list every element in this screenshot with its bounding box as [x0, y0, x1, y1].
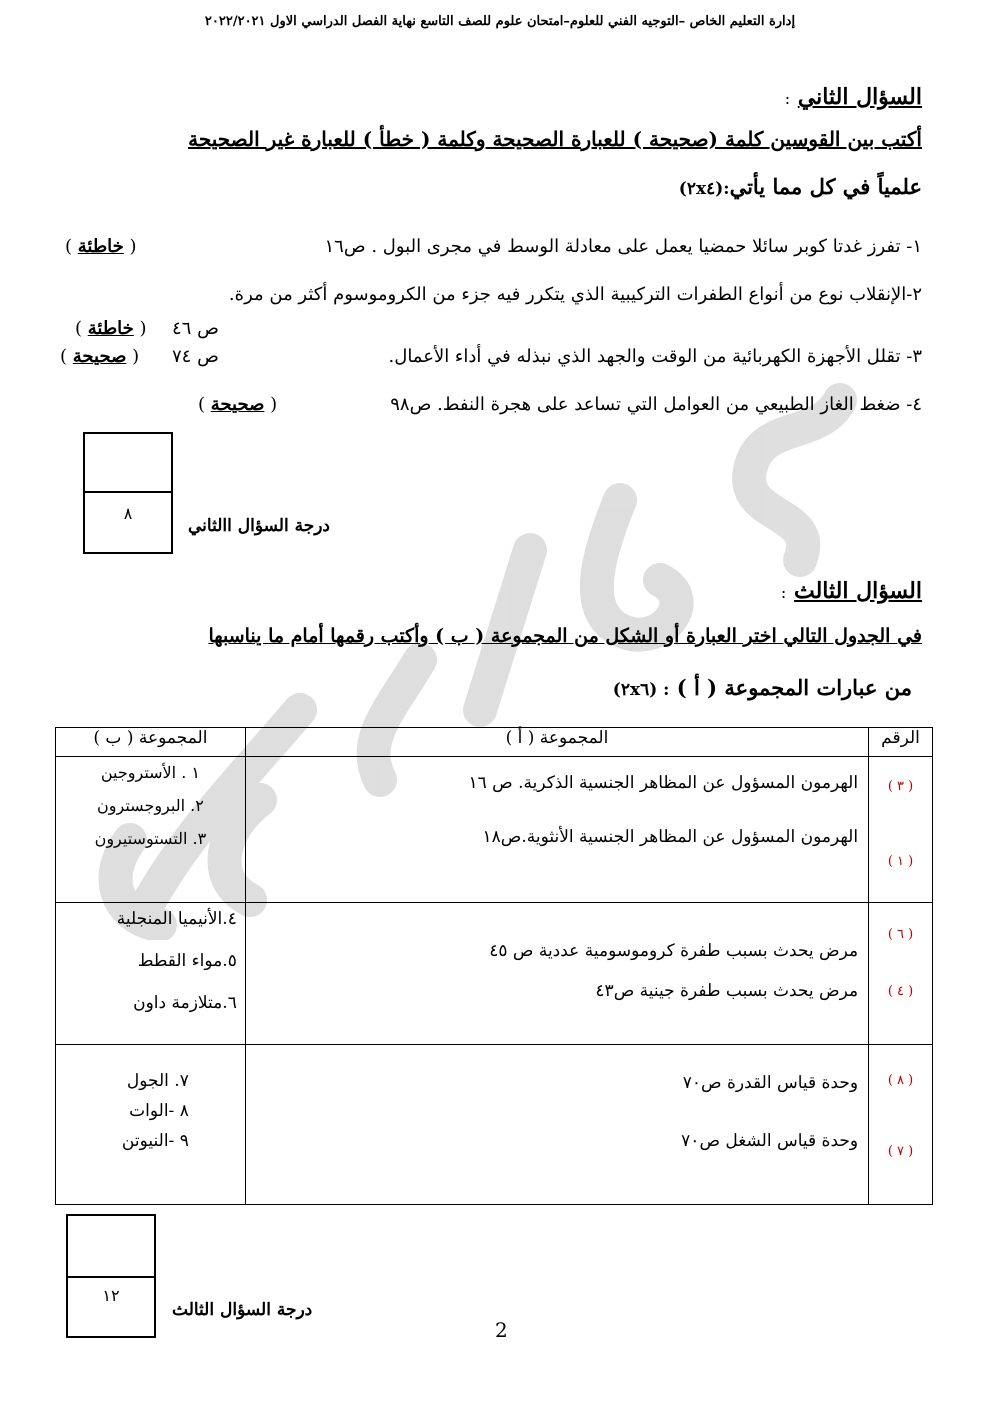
q2-item-3-answer: ( صحيحة ) — [60, 346, 140, 367]
q3-score-value: ١٢ — [102, 1286, 120, 1305]
q2-title-colon: : — [784, 89, 791, 108]
q2-item-2-text: ٢-الإنقلاب نوع من أنواع الطفرات التركيبية الذي يتكرر فيه جزء من الكروموسوم أكثر من مرة. — [228, 284, 922, 305]
row3-option-1: ٧. الجول — [126, 1071, 189, 1091]
q3-score-box — [66, 1214, 156, 1338]
q2-score-box — [83, 432, 173, 554]
q2-instruction-line2-a: علمياً في كل مما يأتي — [729, 174, 922, 199]
row3-answer-2: ( ٧ ) — [887, 1144, 914, 1159]
row1-option-1: ١ . الأستروجين — [100, 763, 200, 782]
q2-instruction-line2-b: :(٢x٤) — [678, 179, 730, 199]
q2-item-2-page: ص ٤٦ — [172, 318, 219, 339]
header-num: الرقم — [869, 728, 933, 757]
q3-title-text: السؤال الثالث — [793, 578, 922, 604]
row1-statement-2: الهرمون المسؤول عن المظاهر الجنسية الأنثوية.ص١٨ — [482, 827, 859, 847]
row2-answer-1: ( ٦ ) — [887, 927, 914, 942]
table-row — [56, 1045, 933, 1205]
row2-statement-1: مرض يحدث بسبب طفرة كروموسومية عددية ص ٤٥ — [489, 941, 859, 961]
row3-statement-2: وحدة قياس الشغل ص٧٠ — [681, 1131, 859, 1151]
row1-statement-1: الهرمون المسؤول عن المظاهر الجنسية الذكرية. ص ١٦ — [468, 773, 859, 793]
q2-item-2-answer: ( خاطئة ) — [75, 318, 147, 339]
row2-statement-2: مرض يحدث بسبب طفرة جينية ص٤٣ — [595, 981, 859, 1001]
q2-item-1-text: ١- تفرز غدتا كوبر سائلا حمضيا يعمل على معادلة الوسط في مجرى البول . ص١٦ — [324, 236, 922, 257]
row1-options — [56, 757, 246, 903]
row3-option-2: ٨ -الوات — [129, 1101, 189, 1121]
q2-item-3-page: ص ٧٤ — [172, 346, 219, 367]
q2-item-3-text: ٣- تقلل الأجهزة الكهربائية من الوقت والجهد الذي نبذله في أداء الأعمال. — [388, 346, 922, 367]
q3-title-colon: : — [780, 583, 787, 602]
row2-options — [56, 903, 246, 1045]
header-group-a: المجموعة ( أ ) — [245, 728, 868, 757]
row1-answer-1: ( ٣ ) — [887, 779, 914, 794]
row3-option-3: ٩ -النيوتن — [121, 1131, 189, 1151]
q3-score-label: درجة السؤال الثالث — [172, 1300, 313, 1320]
q2-instruction-line1: أكتب بين القوسين كلمة (صحيحة ) للعبارة الصحيحة وكلمة ( خطأ ) للعبارة غير الصحيحة — [188, 127, 922, 151]
row3-statements — [245, 1045, 868, 1205]
q2-instruction-line2 — [679, 174, 922, 199]
q3-title — [781, 578, 922, 604]
q2-score-value: ٨ — [123, 504, 133, 523]
row2-answers — [869, 903, 933, 1045]
page-header: إدارة التعليم الخاص –التوجيه الفني للعلوم–امتحان علوم للصف التاسع نهاية الفصل الدراسي الاول ٢٠٢٢/٢٠٢١ — [204, 14, 796, 29]
row3-answers — [869, 1045, 933, 1205]
q2-item-1 — [325, 236, 923, 257]
row3-answer-1: ( ٨ ) — [887, 1073, 914, 1088]
q2-item-4-text: ٤- ضغط الغاز الطبيعي من العوامل التي تساعد على هجرة النفط. ص٩٨ — [390, 394, 922, 415]
table-row — [56, 903, 933, 1045]
row3-options — [56, 1045, 246, 1205]
q2-item-4-answer: ( صحيحة ) — [198, 394, 278, 415]
table-header-row — [56, 728, 933, 757]
row1-statements — [245, 757, 868, 903]
row2-option-1: ٤.الأنيميا المنجلية — [116, 909, 237, 929]
matching-table — [55, 727, 933, 1205]
header-group-b: المجموعة ( ب ) — [56, 728, 246, 757]
q2-score-label: درجة السؤال االثاني — [188, 516, 331, 536]
q2-title — [785, 84, 922, 110]
row3-statement-1: وحدة قياس القدرة ص٧٠ — [682, 1073, 859, 1093]
q2-title-text: السؤال الثاني — [797, 84, 922, 110]
q2-item-1-answer: ( خاطئة ) — [65, 236, 137, 257]
q3-instruction-line2-b: : (٢x٦) — [612, 680, 670, 700]
table-row — [56, 757, 933, 903]
row2-statements — [245, 903, 868, 1045]
q3-instruction-line2-a: من عبارات المجموعة ( أ ) — [676, 675, 912, 700]
row2-answer-2: ( ٤ ) — [887, 984, 914, 999]
row1-option-2: ٢. البروجسترون — [97, 796, 204, 815]
row1-answer-2: ( ١ ) — [887, 854, 914, 869]
q3-instruction-line1: في الجدول التالي اختر العبارة أو الشكل من المجموعة ( ب ) وأكتب رقمها أمام ما يناسبها — [208, 625, 922, 647]
row1-answers — [869, 757, 933, 903]
row2-option-2: ٥.مواء القطط — [137, 951, 237, 971]
row2-option-3: ٦.متلازمة داون — [133, 993, 237, 1013]
page-number: 2 — [495, 1318, 508, 1342]
row1-option-3: ٣. التستوستيرون — [94, 829, 207, 848]
q3-instruction-line2 — [613, 675, 912, 700]
